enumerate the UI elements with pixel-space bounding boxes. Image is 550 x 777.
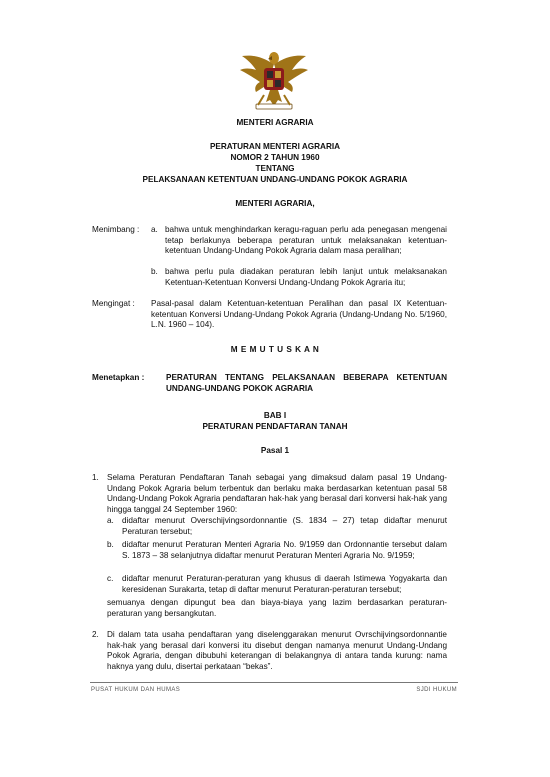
clause-1-item-a-marker: a. (107, 516, 114, 525)
regulation-title: PERATURAN MENTERI AGRARIA (209, 142, 341, 151)
regulation-subject: PELAKSANAAN KETENTUAN UNDANG-UNDANG POKOK AGRARIA (142, 175, 408, 184)
chapter-title: PERATURAN PENDAFTARAN TANAH (202, 422, 348, 431)
clause-2-marker: 2. (92, 630, 99, 639)
clause-1-marker: 1. (92, 473, 99, 482)
clause-1-item-b-marker: b. (107, 540, 114, 549)
footer-right: SJDI HUKUM (416, 687, 457, 693)
menimbang-item-b-text: bahwa perlu pula diadakan peraturan lebih lanjut untuk melaksanakan Ketentuan-Ketentuan Konversi Undang-Undang Pokok Agraria itu; (165, 267, 447, 287)
chapter-number: BAB I (263, 411, 287, 420)
article-title: Pasal 1 (260, 446, 290, 455)
footer-divider (90, 682, 458, 683)
ministry-title: MENTERI AGRARIA (236, 118, 314, 127)
regulation-about: TENTANG (255, 164, 295, 173)
clause-1-item-c-marker: c. (107, 574, 114, 583)
regulation-number: NOMOR 2 TAHUN 1960 (230, 153, 320, 162)
menimbang-item-b-marker: b. (151, 267, 158, 276)
menimbang-label: Menimbang : (92, 225, 140, 234)
menetapkan-label: Menetapkan : (92, 373, 145, 382)
menimbang-item-a-text: bahwa untuk menghindarkan keragu-raguan perlu ada penegasan mengenai tetap berlakunya beberapa peraturan untuk melaksanakan ketentuan-ketentuan Undang-Undang Pokok Agraria dalam masa peralihan; (165, 225, 447, 256)
mengingat-label: Mengingat : (92, 299, 135, 308)
garuda-emblem-icon (236, 50, 312, 112)
menimbang-item-a-marker: a. (151, 225, 158, 234)
issuer-title: MENTERI AGRARIA, (235, 199, 315, 208)
clause-1-intro: Selama Peraturan Pendaftaran Tanah sebagai yang dimaksud dalam pasal 19 Undang-Undang Pokok Agraria belum terbentuk dan berlaku maka berdasarkan ketentuan pasal 58 Undang-Undang Pokok Agraria pendaftaran hak-hak yang berasal dari konversi hak-hak yang hingga tanggal 24 September 1960: (107, 473, 447, 514)
clause-1-closing: semuanya dengan dipungut bea dan biaya-biaya yang lazim berdasarkan peraturan-peraturan yang bersangkutan. (107, 598, 447, 618)
clause-1-item-c-text: didaftar menurut Peraturan-peraturan yang khusus di daerah Istimewa Yogyakarta dan keresidenan Surakarta, tetap di daftar menurut Peraturan-peraturan tersebut; (122, 574, 447, 594)
menetapkan-text: PERATURAN TENTANG PELAKSANAAN BEBERAPA KETENTUAN UNDANG-UNDANG POKOK AGRARIA (166, 373, 447, 393)
memutuskan-heading: M E M U T U S K A N (230, 345, 320, 354)
footer-left: PUSAT HUKUM DAN HUMAS (91, 687, 181, 693)
clause-2-text: Di dalam tata usaha pendaftaran yang diselenggarakan menurut Ovrschijvingsordonnantie hak-hak yang berasal dari konversi itu disebut dengan namanya menurut Undang-Undang Pokok Agraria, dengan dibubuhi keterangan di belakangnya di antara tanda kurung: nama haknya yang dulu, disertai perkataan “bekas”. (107, 630, 447, 671)
mengingat-text: Pasal-pasal dalam Ketentuan-ketentuan Peralihan dan pasal IX Ketentuan-ketentuan Konversi Undang-Undang Pokok Agraria (Undang-Undang No. 5/1960, L.N. 1960 – 104). (151, 299, 447, 330)
clause-1-item-b-text: didaftar menurut Peraturan Menteri Agraria No. 9/1959 dan Ordonnantie tersebut dalam S. 1873 – 38 selanjutnya didaftar menurut Peraturan Menteri Agraria No. 9/1959; (122, 540, 447, 560)
clause-1-item-a-text: didaftar menurut Overschijvingsordonnantie (S. 1834 – 27) tetap didaftar menurut Peraturan tersebut; (122, 516, 447, 536)
